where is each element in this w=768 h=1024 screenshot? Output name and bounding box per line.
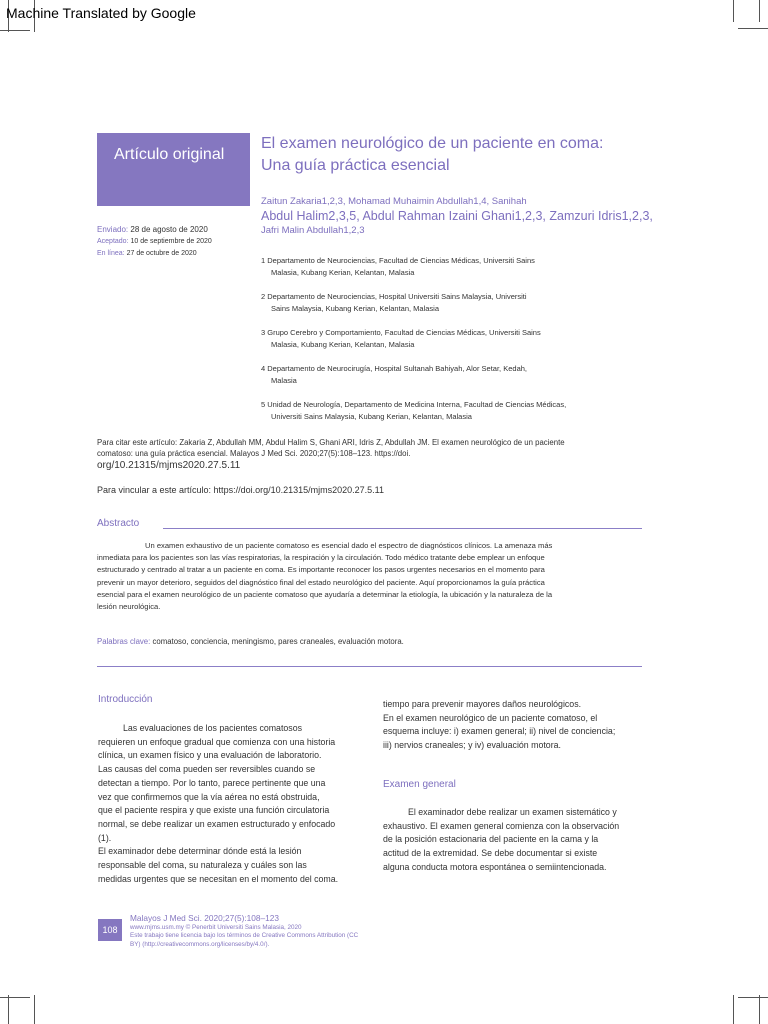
translation-banner: Machine Translated by Google	[6, 5, 196, 21]
title-line: El examen neurológico de un paciente en coma:	[261, 135, 604, 152]
author-line: Zaitun Zakaria1,2,3, Mohamad Muhaimin Abdullah1,4, Sanihah	[261, 196, 527, 207]
affiliation-item: 4 Departamento de Neurocirugía, Hospital Sultanah Bahiyah, Alor Setar, Kedah, Malasia	[261, 364, 527, 385]
affiliation-item: 2 Departamento de Neurociencias, Hospital Universiti Sains Malaysia, Universiti Sains Malaysia, Kubang Kerian, Kelantan, Malasia	[261, 292, 527, 313]
article-type-label: Artículo original	[114, 146, 225, 163]
date-online: En línea: 27 de octubre de 2020	[97, 250, 197, 257]
crop-mark	[759, 0, 760, 22]
affiliation-item: 3 Grupo Cerebro y Comportamiento, Facultad de Ciencias Médicas, Universiti Sains Malasia, Kubang Kerian, Kelantan, Malasia	[261, 328, 541, 349]
general-exam-paragraph: El examinador debe realizar un examen sistemático y exhaustivo. El examen general comienza con la observación de la posición estacionaria del paciente en la cama y la actitud de la extremidad. Se debe documentar si existe alguna conducta motora espontánea o semiintencionada.	[383, 807, 620, 872]
paper-title	[261, 133, 701, 177]
abstract-heading: Abstracto	[97, 518, 140, 529]
crop-mark	[0, 997, 30, 998]
affiliation-item: 1 Departamento de Neurociencias, Facultad de Ciencias Médicas, Universiti Sains Malasia, Kubang Kerian, Kelantan, Malasia	[261, 256, 535, 277]
intro-paragraph: Las evaluaciones de los pacientes comatosos requieren un enfoque gradual que comienza con una historia clínica, un examen físico y una evaluación de laboratorio. Las causas del coma pueden ser reversibles cuando se detectan a tiempo. Por lo tanto, parece pertinente que una vez que confirmemos que la vía aérea no está obstruida, que el paciente respira y que existe una función circulatoria normal, se debe realizar un examen estructurado y enfocado (1). El examinador debe determinar dónde está la lesión responsable del coma, su naturaleza y cuáles son las medidas urgentes que se necesitan en el momento del coma.	[98, 723, 339, 884]
crop-mark	[8, 995, 9, 1024]
article-link[interactable]: Para vincular a este artículo: https://doi.org/10.21315/mjms2020.27.5.11	[97, 485, 385, 495]
author-list	[261, 195, 681, 237]
article-type-badge	[97, 133, 250, 206]
crop-mark	[759, 995, 760, 1024]
page-number: 108	[98, 919, 122, 941]
crop-mark	[34, 995, 35, 1024]
title-line: Una guía práctica esencial	[261, 157, 450, 174]
abstract-rule	[163, 528, 642, 529]
abstract-text: Un examen exhaustivo de un paciente comatoso es esencial dado el espectro de diagnósticos clínicos. La amenaza más inmediata para los pacientes son las vías respiratorias, la respiración y la circulación. Todo médico tratante debe emplear un enfoque estructurado y centrado al tratar a un paciente en coma. Es importante reconocer los pasos urgentes necesarios en el momento para prevenir un mayor deterioro, seguidos del diagnóstico final del estado neurológico del paciente. Aquí proporcionamos la guía práctica esencial para el examen neurológico de un paciente comatoso que ayudaría a determinar la etiología, la ubicación y la naturaleza de la lesión neurológica.	[97, 541, 553, 612]
page-footer	[130, 913, 400, 949]
author-line: Jafri Malin Abdullah1,2,3	[261, 225, 365, 236]
date-sent: Enviado: 28 de agosto de 2020	[97, 225, 208, 234]
intro-continuation: tiempo para prevenir mayores daños neurológicos. En el examen neurológico de un paciente comatoso, el esquema incluye: i) examen general; ii) nivel de conciencia; iii) nervios craneales; y iv) evaluación motora.	[383, 699, 616, 751]
crop-mark	[738, 997, 768, 998]
crop-mark	[733, 995, 734, 1024]
general-exam-heading: Examen general	[383, 779, 456, 790]
keywords: Palabras clave: comatoso, conciencia, meningismo, pares craneales, evaluación motora.	[97, 637, 404, 646]
intro-heading: Introducción	[98, 694, 153, 705]
crop-mark	[738, 28, 768, 29]
footer-journal: Malayos J Med Sci. 2020;27(5):108–123	[130, 913, 279, 923]
footer-license: Este trabajo tiene licencia bajo los términos de Creative Commons Attribution (CC	[130, 932, 359, 940]
date-accepted: Aceptado: 10 de septiembre de 2020	[97, 238, 212, 245]
section-divider	[97, 666, 642, 667]
footer-license-link[interactable]: BY) (http://creativecommons.org/licenses/by/4.0/).	[130, 940, 270, 948]
citation-block: Para citar este artículo: Zakaria Z, Abdullah MM, Abdul Halim S, Ghani ARI, Idris Z, Abdullah JM. El examen neurológico de un paciente comatoso: una guía práctica esencial. Malayos J Med Sci. 2020;27(5):108–123. https://doi. org/10.21315/mjms2020.27.5.11	[97, 437, 657, 472]
affiliation-item: 5 Unidad de Neurología, Departamento de Medicina Interna, Facultad de Ciencias Médicas, Universiti Sains Malaysia, Kubang Kerian, Kelantan, Malasia	[261, 400, 567, 421]
author-line: Abdul Halim2,3,5, Abdul Rahman Izaini Ghani1,2,3, Zamzuri Idris1,2,3,	[261, 209, 653, 223]
doi-link[interactable]: org/10.21315/mjms2020.27.5.11	[97, 460, 241, 471]
article-dates	[97, 224, 257, 260]
crop-mark	[0, 30, 30, 31]
affiliation-list	[261, 255, 681, 435]
crop-mark	[733, 0, 734, 22]
footer-site[interactable]: www.mjms.usm.my © Penerbit Universiti Sains Malasia, 2020	[130, 924, 302, 931]
